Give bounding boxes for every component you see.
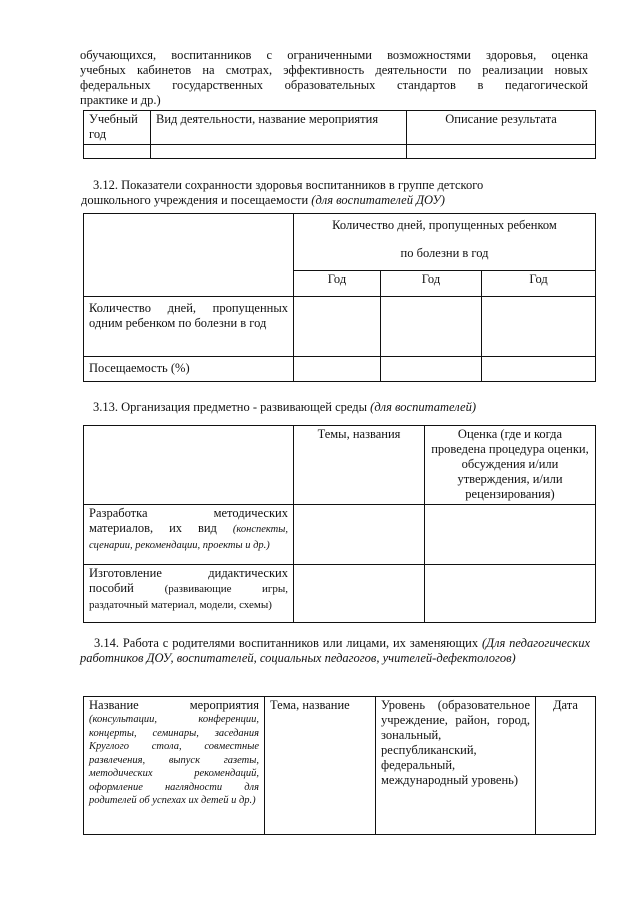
row-didactic-aids xyxy=(84,565,294,623)
intro-line: обучающихся, воспитанников с ограниченными возможностями здоровья, оценка xyxy=(80,48,588,62)
intro-line: практике и др.) xyxy=(80,93,161,107)
table-cell xyxy=(294,357,381,382)
section-3-13-heading xyxy=(93,400,593,415)
missed-days-group-header xyxy=(294,214,596,271)
heading-text: 3.14. Работа с родителями воспитанников или лицами, их заменяющих xyxy=(94,636,479,650)
event-name-label: Название мероприятия xyxy=(89,698,259,712)
table-cell xyxy=(381,357,482,382)
health-attendance-table xyxy=(83,213,596,382)
table-cell xyxy=(84,426,294,505)
event-name-note: (консультации, конференции, концерты, семинары, заседания Круглого стола, совместные развлечения, выпуск газеты, методических рекомендаций, оформление наглядности для родителей об успехах их детей и др.) xyxy=(89,714,259,806)
heading-note: (Для педагогических работников ДОУ, воспитателей, социальных педагогов, учителей-дефектологов) xyxy=(80,636,591,665)
row-label-attendance: Посещаемость (%) xyxy=(84,357,294,382)
year-header: Год xyxy=(482,271,596,297)
table-cell xyxy=(84,145,151,159)
row-note: (конспекты, сценарии, рекомендации, проекты и др.) xyxy=(89,524,288,551)
table-cell xyxy=(425,565,596,623)
table-cell xyxy=(425,505,596,565)
col-date: Дата xyxy=(536,697,596,835)
intro-line: учебных кабинетов на смотрах, эффективность деятельности по реализации новых xyxy=(80,63,588,77)
table-cell xyxy=(294,297,381,357)
year-header: Год xyxy=(381,271,482,297)
col-topic: Тема, название xyxy=(265,697,376,835)
heading-text: 3.13. Организация предметно - развивающей среды xyxy=(93,400,368,414)
header-result-description: Описание результата xyxy=(407,111,596,145)
year-header: Год xyxy=(294,271,381,297)
row-note: (развивающие игры, раздаточный материал, модели, схемы) xyxy=(89,583,288,611)
parents-work-table xyxy=(83,696,596,835)
heading-note: (для воспитателей ДОУ) xyxy=(311,193,445,207)
table-cell xyxy=(294,505,425,565)
environment-table xyxy=(83,425,596,623)
table-cell xyxy=(151,145,407,159)
header-topics: Темы, названия xyxy=(294,426,425,505)
table-cell xyxy=(381,297,482,357)
heading-note: (для воспитателей) xyxy=(370,400,477,414)
activity-results-table xyxy=(83,110,596,159)
row-label-missed-days: Количество дней, пропущенных одним ребенком по болезни в год xyxy=(84,297,294,357)
row-methodical-materials xyxy=(84,505,294,565)
intro-line: федеральных государственных образовательных стандартов в педагогической xyxy=(80,78,588,92)
row-label: Разработка методических материалов, их вид xyxy=(89,506,288,535)
header-evaluation: Оценка (где и когда проведена процедура оценки, обсуждения и/или утверждения, и/или рецензирования) xyxy=(425,426,596,505)
table-cell xyxy=(294,565,425,623)
header-line: по болезни в год xyxy=(400,246,489,260)
col-event-name xyxy=(84,697,265,835)
intro-paragraph xyxy=(80,48,588,108)
header-activity-name: Вид деятельности, название мероприятия xyxy=(151,111,407,145)
header-line: Количество дней, пропущенных ребенком xyxy=(332,218,557,232)
col-level: Уровень (образовательное учреждение, район, город, зональный, республиканский, федеральный, международный уровень) xyxy=(376,697,536,835)
row-label: Изготовление дидактических пособий xyxy=(89,566,288,595)
table-cell xyxy=(482,297,596,357)
table-cell xyxy=(482,357,596,382)
heading-line xyxy=(81,193,593,208)
table-cell xyxy=(407,145,596,159)
heading-line: 3.12. Показатели сохранности здоровья воспитанников в группе детского xyxy=(93,178,484,192)
section-3-14-heading xyxy=(80,636,590,666)
section-3-12-heading xyxy=(81,178,593,208)
table-cell xyxy=(84,214,294,297)
heading-text: дошкольного учреждения и посещаемости xyxy=(81,193,309,207)
header-academic-year: Учебный год xyxy=(84,111,151,145)
